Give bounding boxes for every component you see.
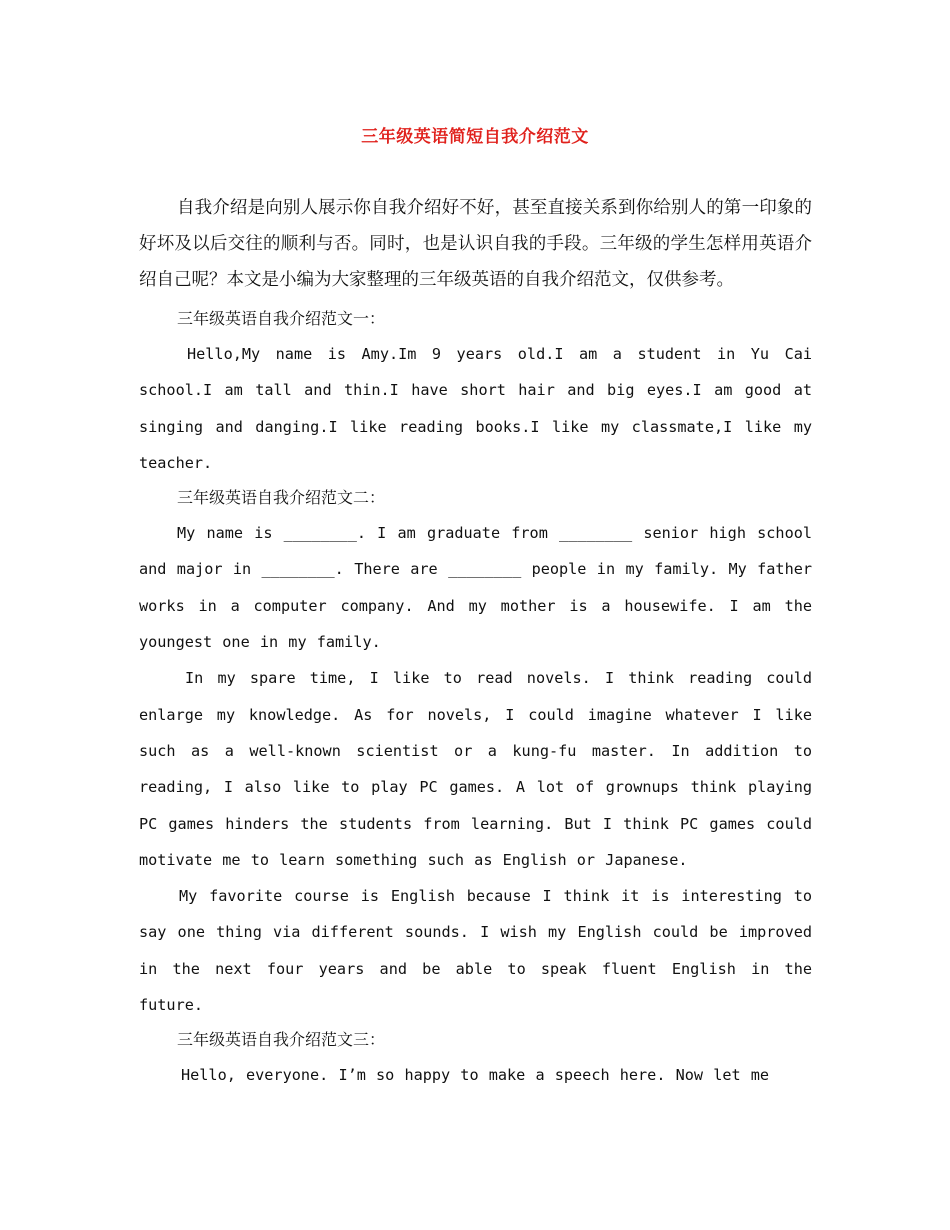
section-2-paragraph-1: My name is ________. I am graduate from ________ senior high school and major in ________. There are ________ people in my family. My father works in a computer company. And my mother is a housewife. I am the youngest one in my family. [139,524,812,652]
section-1-heading: 三年级英语自我介绍范文一： [177,309,386,328]
intro-paragraph: 自我介绍是向别人展示你自我介绍好不好，甚至直接关系到你给别人的第一印象的好坏及以后交往的顺利与否。同时，也是认识自我的手段。三年级的学生怎样用英语介绍自己呢？本文是小编为大家整理的三年级英语的自我介绍范文，仅供参考。 [139,198,812,290]
section-2-paragraph-3: My favorite course is English because I think it is interesting to say one thing via different sounds. I wish my English could be improved in the next four years and be able to speak fluent English in the future. [139,887,812,1015]
document-title: 三年级英语简短自我介绍范文 [361,127,589,147]
section-1-paragraph-1: Hello,My name is Amy.Im 9 years old.I am a student in Yu Cai school.I am tall and thin.I have short hair and big eyes.I am good at singing and danging.I like reading books.I like my classmate,I like my teacher. [139,345,812,472]
section-3-heading: 三年级英语自我介绍范文三： [177,1030,386,1050]
section-2-paragraph-2: In my spare time, I like to read novels. I think reading could enlarge my knowledge. As for novels, I could imagine whatever I like such as a well-known scientist or a kung-fu master. In addition to reading, I also like to play PC games. A lot of grownups think playing PC games hinders the students from learning. But I think PC games could motivate me to learn something such as English or Japanese. [139,669,812,869]
section-3-paragraph-1: Hello, everyone. I’m so happy to make a speech here. Now let me [181,1066,770,1085]
document-body [139,190,812,1094]
section-2-heading: 三年级英语自我介绍范文二： [177,488,386,508]
